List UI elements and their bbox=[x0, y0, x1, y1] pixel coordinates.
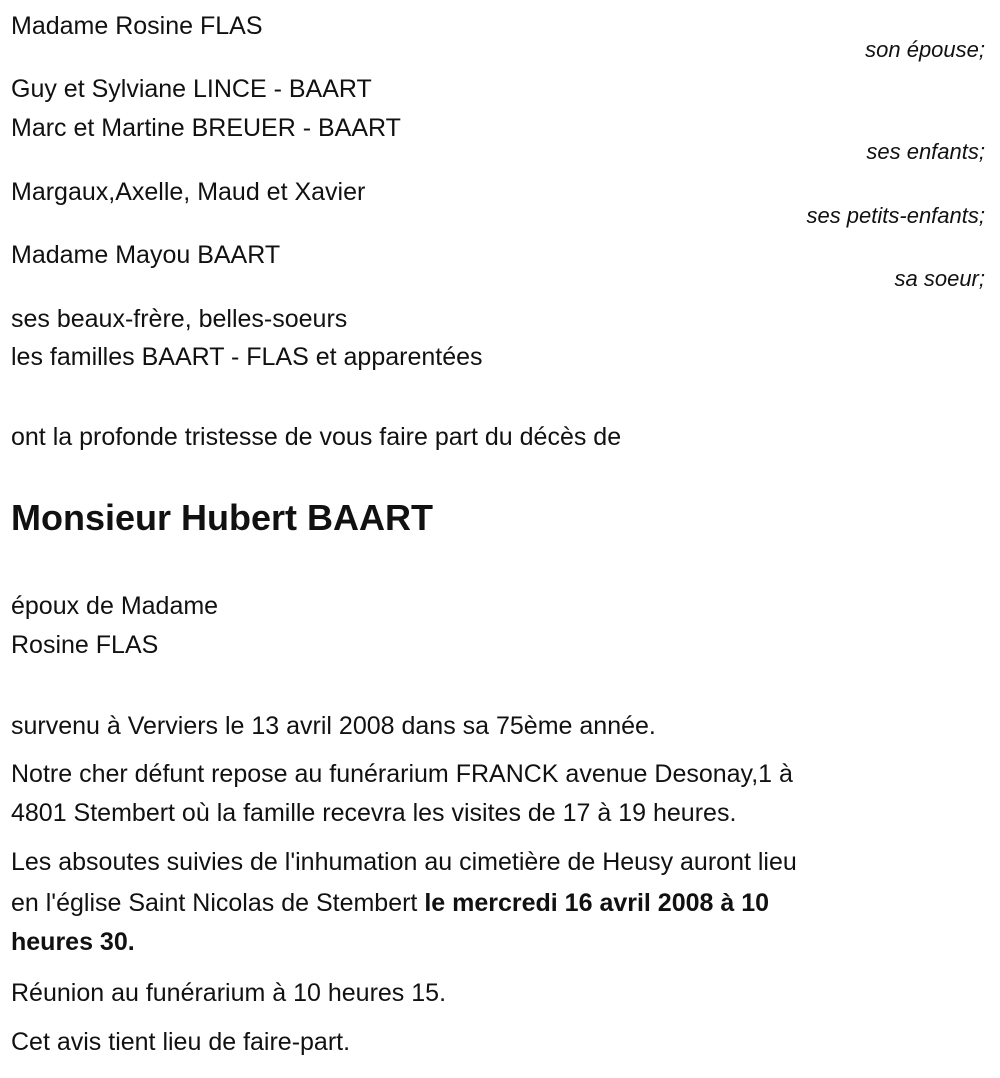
funeral-home-line: Notre cher défunt repose au funérarium FRANCK avenue Desonay,1 à bbox=[11, 760, 793, 788]
family-name: Madame Mayou BAART bbox=[11, 241, 281, 269]
deceased-name: Monsieur Hubert BAART bbox=[11, 497, 433, 538]
family-relation: ses enfants; bbox=[866, 139, 985, 164]
family-name: Madame Rosine FLAS bbox=[11, 12, 263, 40]
family-relation: ses petits-enfants; bbox=[806, 203, 985, 228]
ceremony-line bbox=[11, 888, 769, 918]
family-name: ses beaux-frère, belles-soeurs bbox=[11, 305, 348, 333]
funeral-home-line: 4801 Stembert où la famille recevra les visites de 17 à 19 heures. bbox=[11, 799, 737, 827]
family-name: Guy et Sylviane LINCE - BAART bbox=[11, 75, 372, 103]
announcement: ont la profonde tristesse de vous faire part du décès de bbox=[11, 423, 622, 451]
ceremony-time: heures 30. bbox=[11, 928, 135, 956]
ceremony-date: le mercredi 16 avril 2008 à 10 bbox=[424, 889, 770, 917]
ceremony-line bbox=[11, 927, 135, 957]
family-name: Marc et Martine BREUER - BAART bbox=[11, 114, 401, 142]
family-relation: sa soeur; bbox=[894, 266, 985, 291]
ceremony-line: Les absoutes suivies de l'inhumation au cimetière de Heusy auront lieu bbox=[11, 848, 797, 876]
ceremony-text: en l'église Saint Nicolas de Stembert bbox=[11, 889, 425, 917]
spouse-line: Rosine FLAS bbox=[11, 631, 159, 659]
meeting-info: Réunion au funérarium à 10 heures 15. bbox=[11, 979, 447, 1007]
spouse-line: époux de Madame bbox=[11, 592, 219, 620]
family-name: les familles BAART - FLAS et apparentées bbox=[11, 343, 483, 371]
family-name: Margaux,Axelle, Maud et Xavier bbox=[11, 178, 366, 206]
closing-note: Cet avis tient lieu de faire-part. bbox=[11, 1028, 351, 1056]
death-info: survenu à Verviers le 13 avril 2008 dans sa 75ème année. bbox=[11, 712, 656, 740]
family-relation: son épouse; bbox=[865, 37, 985, 62]
